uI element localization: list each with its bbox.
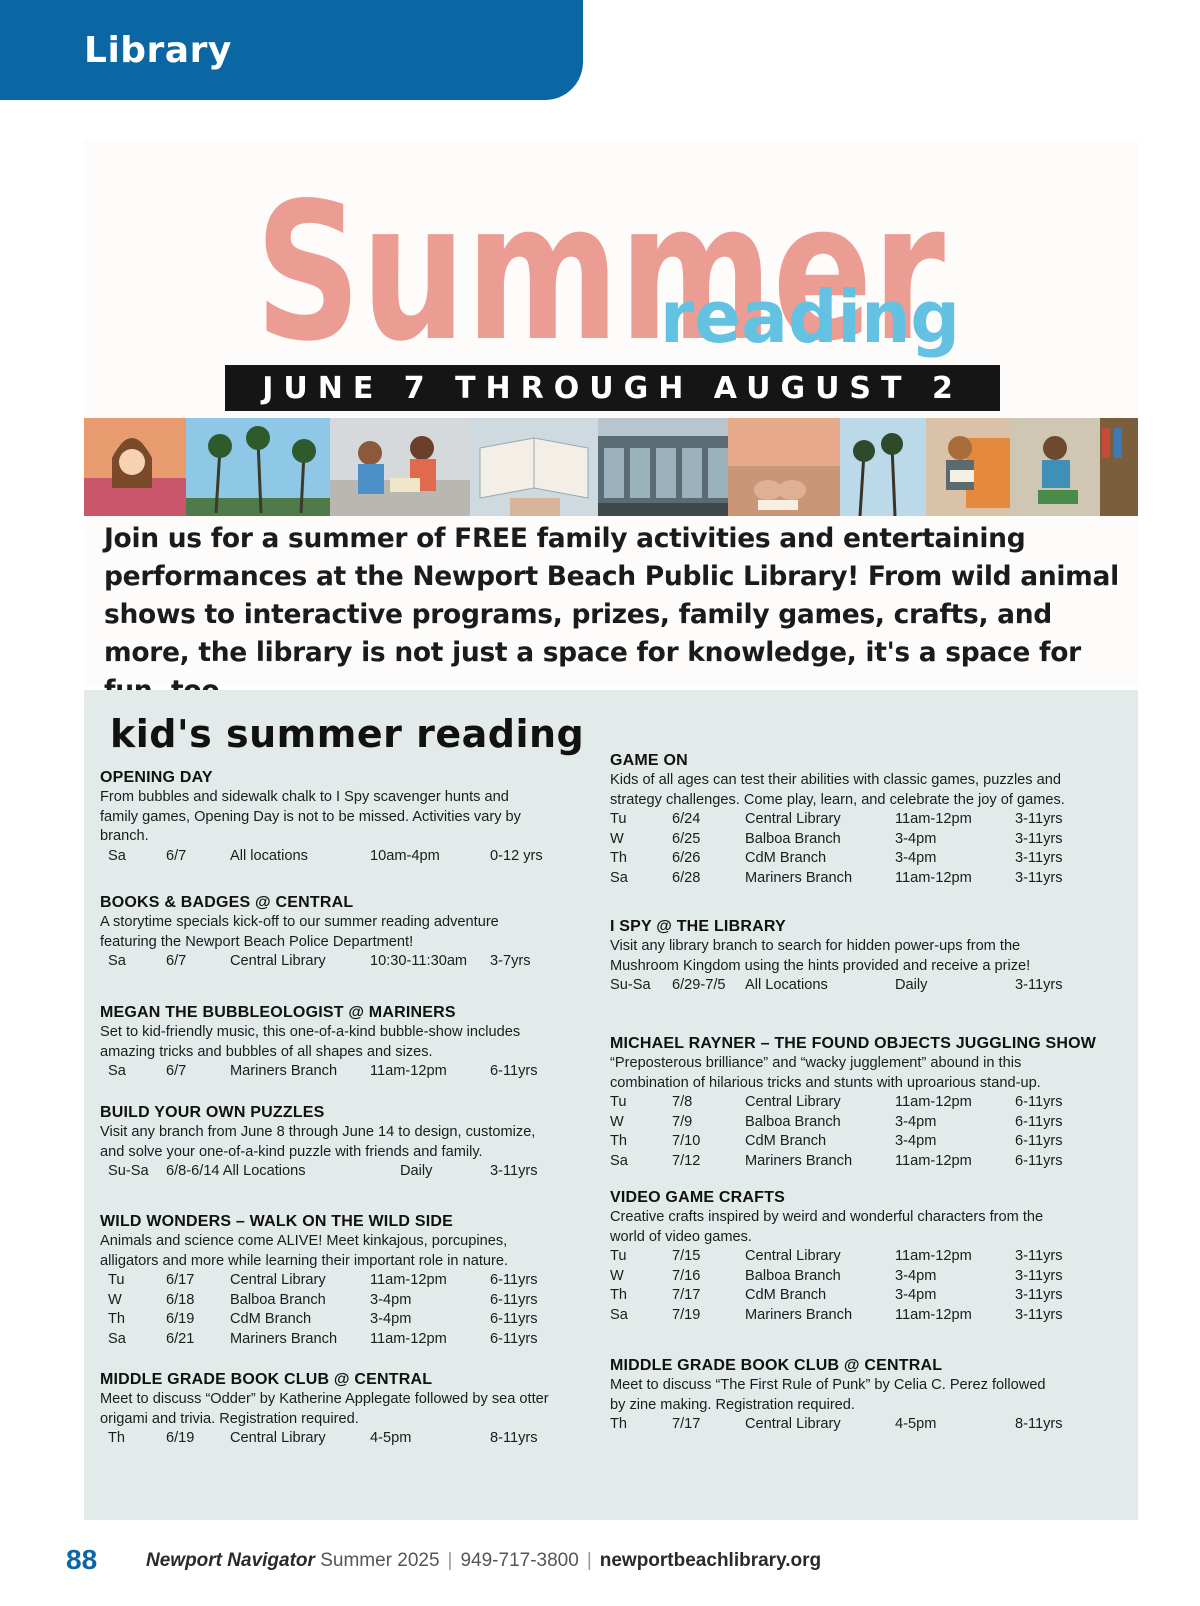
schedule-date: 7/12 xyxy=(672,1152,701,1169)
schedule-date: 6/26 xyxy=(672,850,701,866)
schedule-ages: 3-11yrs xyxy=(1015,869,1063,886)
schedule-ages: 6-11yrs xyxy=(490,1311,538,1327)
palm-trees-sunset-photo xyxy=(840,418,926,516)
event-title: I SPY @ THE LIBRARY xyxy=(610,918,786,935)
schedule-row xyxy=(610,849,1110,869)
schedule-row xyxy=(610,976,1110,996)
schedule-row xyxy=(100,1310,600,1330)
schedule-ages: 3-11yrs xyxy=(1015,1248,1063,1264)
schedule-date: 7/15 xyxy=(672,1248,701,1264)
schedule-ages: 6-11yrs xyxy=(1015,1113,1063,1130)
schedule-day: Sa xyxy=(108,1330,126,1347)
schedule-row xyxy=(100,847,600,867)
schedule-location: All Locations xyxy=(745,977,828,993)
schedule-row xyxy=(610,1152,1110,1172)
event-block xyxy=(100,1003,600,1082)
schedule-day: Tu xyxy=(610,1094,627,1110)
schedule-day: Sa xyxy=(610,1306,628,1323)
schedule-day: Sa xyxy=(108,953,126,969)
schedule-day: Th xyxy=(610,850,628,866)
schedule-date: 6/21 xyxy=(166,1330,195,1347)
event-block xyxy=(100,768,600,866)
date-range-banner: JUNE 7 THROUGH AUGUST 2 xyxy=(225,365,1000,411)
schedule-row xyxy=(100,1429,600,1449)
schedule-date: 7/17 xyxy=(672,1287,701,1303)
schedule-time: 4-5pm xyxy=(895,1416,937,1432)
schedule-day: Th xyxy=(610,1416,628,1432)
schedule-row xyxy=(100,1271,600,1291)
schedule-date: 6/7 xyxy=(166,953,187,969)
schedule-date: 7/10 xyxy=(672,1133,701,1149)
schedule-ages: 6-11yrs xyxy=(490,1272,538,1288)
schedule-row xyxy=(100,1330,600,1350)
schedule-ages: 6-11yrs xyxy=(1015,1133,1063,1149)
schedule-date: 7/16 xyxy=(672,1267,701,1284)
schedule-location: CdM Branch xyxy=(745,850,827,866)
schedule-day: Tu xyxy=(610,1248,627,1264)
schedule-time: 3-4pm xyxy=(370,1311,412,1327)
schedule-time: 11am-12pm xyxy=(370,1272,447,1288)
schedule-date: 6/7 xyxy=(166,847,187,864)
schedule-row xyxy=(610,1132,1110,1152)
event-description: A storytime specials kick-off to our summer reading adventure featuring the Newport Beach Police Department! xyxy=(100,914,499,950)
schedule-ages: 3-11yrs xyxy=(1015,850,1063,866)
schedule-time: 3-4pm xyxy=(895,1133,937,1149)
schedule-day: Th xyxy=(108,1311,126,1327)
schedule-date: 6/19 xyxy=(166,1311,195,1327)
schedule-ages: 8-11yrs xyxy=(1015,1416,1063,1432)
schedule-date: 7/8 xyxy=(672,1094,693,1110)
event-block xyxy=(100,1212,600,1349)
schedule-day: Sa xyxy=(610,1152,628,1169)
girl-sunset-photo xyxy=(84,418,186,516)
schedule-time: 11am-12pm xyxy=(370,1063,447,1079)
schedule-date: 6/8-6/14 All Locations xyxy=(166,1163,306,1179)
schedule-ages: 3-11yrs xyxy=(490,1163,538,1179)
schedule-time: 11am-12pm xyxy=(895,1248,972,1264)
schedule-date: 6/28 xyxy=(672,869,701,886)
schedule-ages: 8-11yrs xyxy=(490,1430,538,1446)
schedule-row xyxy=(610,1093,1110,1113)
schedule-location: Balboa Branch xyxy=(230,1291,326,1308)
schedule-day: Sa xyxy=(108,847,126,864)
schedule-time: 3-4pm xyxy=(895,1267,937,1284)
event-description: Visit any branch from June 8 through June 14 to design, customize, and solve your one-of-a-kind puzzle with friends and family. xyxy=(100,1124,536,1160)
schedule-row xyxy=(610,1306,1110,1326)
schedule-date: 7/17 xyxy=(672,1416,701,1432)
schedule-row xyxy=(610,830,1110,850)
schedule-location: Balboa Branch xyxy=(745,830,841,847)
event-block xyxy=(610,751,1110,888)
event-description: Animals and science come ALIVE! Meet kinkajous, porcupines, alligators and more while learning their important role in nature. xyxy=(100,1233,509,1269)
event-block xyxy=(100,893,600,972)
website-link[interactable]: newportbeachlibrary.org xyxy=(599,1550,822,1571)
headline-small: reading xyxy=(660,275,960,359)
schedule-time: 4-5pm xyxy=(370,1430,412,1446)
schedule-time: 11am-12pm xyxy=(895,869,972,886)
event-block xyxy=(610,917,1110,996)
schedule-location: Central Library xyxy=(230,953,326,969)
schedule-location: CdM Branch xyxy=(230,1311,312,1327)
boy-reading-photo xyxy=(1010,418,1138,516)
event-description: Meet to discuss “Odder” by Katherine Applegate followed by sea otter origami and trivia. Registration required. xyxy=(100,1391,549,1427)
palm-trees-photo xyxy=(186,418,330,516)
schedule-time: 3-4pm xyxy=(370,1291,412,1308)
schedule-time: Daily xyxy=(400,1163,433,1179)
girl-reading-photo xyxy=(926,418,1010,516)
event-description: “Preposterous brilliance” and “wacky jugglement” abound in this combination of hilarious tricks and stunts with uproarious stand-up. xyxy=(610,1055,1041,1091)
schedule-day: W xyxy=(610,1267,624,1284)
schedule-row xyxy=(610,810,1110,830)
event-block xyxy=(610,1356,1110,1435)
schedule-ages: 6-11yrs xyxy=(1015,1152,1063,1169)
phone: 949-717-3800 xyxy=(460,1550,579,1571)
schedule-time: 11am-12pm xyxy=(895,1094,972,1110)
event-description: Meet to discuss “The First Rule of Punk” by Celia C. Perez followed by zine making. Registration required. xyxy=(610,1377,1046,1413)
magazine-name: Newport Navigator xyxy=(146,1550,315,1571)
event-title: GAME ON xyxy=(610,752,688,769)
event-title: MEGAN THE BUBBLEOLOGIST @ MARINERS xyxy=(100,1004,456,1021)
beach-reader-photo xyxy=(728,418,840,516)
kids-reading-beach-photo xyxy=(330,418,470,516)
schedule-ages: 3-11yrs xyxy=(1015,1306,1063,1323)
schedule-day: Tu xyxy=(108,1272,125,1288)
schedule-ages: 6-11yrs xyxy=(490,1063,538,1079)
page-footer xyxy=(0,1544,1200,1584)
schedule-day: Th xyxy=(610,1287,628,1303)
schedule-location: All locations xyxy=(230,847,308,864)
schedule-row xyxy=(610,1247,1110,1267)
event-title: OPENING DAY xyxy=(100,769,213,786)
schedule-time: 11am-12pm xyxy=(370,1330,447,1347)
schedule-ages: 3-11yrs xyxy=(1015,977,1063,993)
schedule-ages: 6-11yrs xyxy=(490,1330,538,1347)
schedule-location: Mariners Branch xyxy=(230,1330,338,1347)
schedule-date: 6/17 xyxy=(166,1272,195,1288)
section-title: Library xyxy=(84,30,232,71)
schedule-location: Balboa Branch xyxy=(745,1267,841,1284)
schedule-row xyxy=(610,1267,1110,1287)
schedule-day: Tu xyxy=(610,811,627,827)
schedule-location: Central Library xyxy=(745,1094,841,1110)
schedule-time: 3-4pm xyxy=(895,850,937,866)
schedule-day: Sa xyxy=(610,869,628,886)
schedule-time: 10am-4pm xyxy=(370,847,440,864)
schedule-date: 7/19 xyxy=(672,1306,701,1323)
schedule-location: Mariners Branch xyxy=(745,1152,853,1169)
event-title: VIDEO GAME CRAFTS xyxy=(610,1189,785,1206)
event-description: Creative crafts inspired by weird and wonderful characters from the world of video games. xyxy=(610,1209,1044,1245)
schedule-day: Sa xyxy=(108,1063,126,1079)
schedule-location: Central Library xyxy=(230,1430,326,1446)
schedule-time: 11am-12pm xyxy=(895,811,972,827)
schedule-ages: 3-11yrs xyxy=(1015,1287,1063,1303)
schedule-row xyxy=(610,1113,1110,1133)
event-title: BOOKS & BADGES @ CENTRAL xyxy=(100,894,354,911)
schedule-ages: 6-11yrs xyxy=(490,1291,538,1308)
event-description: Set to kid-friendly music, this one-of-a-kind bubble-show includes amazing tricks and bubbles of all shapes and sizes. xyxy=(100,1024,521,1060)
event-title: WILD WONDERS – WALK ON THE WILD SIDE xyxy=(100,1213,453,1230)
intro-paragraph: Join us for a summer of FREE family activities and entertaining performances at the Newport Beach Public Library! From wild animal shows to interactive programs, prizes, family games, crafts, and more, the library is not just a space for knowledge, it's a space for xyxy=(104,523,1119,668)
event-title: BUILD YOUR OWN PUZZLES xyxy=(100,1104,325,1121)
schedule-day: W xyxy=(610,830,624,847)
event-title: MIDDLE GRADE BOOK CLUB @ CENTRAL xyxy=(610,1357,943,1374)
schedule-date: 6/7 xyxy=(166,1063,187,1079)
schedule-ages: 3-11yrs xyxy=(1015,1267,1063,1284)
schedule-location: Mariners Branch xyxy=(230,1063,338,1079)
event-title: MICHAEL RAYNER – THE FOUND OBJECTS JUGGLING SHOW xyxy=(610,1035,1097,1052)
schedule-location: Mariners Branch xyxy=(745,869,853,886)
schedule-day: Th xyxy=(610,1133,628,1149)
photo-strip xyxy=(84,418,1138,516)
schedule-time: 3-4pm xyxy=(895,1287,937,1303)
summer-reading-logo xyxy=(250,160,1020,360)
schedule-date: 6/29-7/5 xyxy=(672,977,726,993)
schedule-day: W xyxy=(108,1291,122,1308)
schedule-ages: 6-11yrs xyxy=(1015,1094,1063,1110)
event-description: Kids of all ages can test their abilities with classic games, puzzles and strategy challenges. Come play, learn, and celebrate the joy of games. xyxy=(610,772,1065,808)
schedule-row xyxy=(100,1162,600,1182)
event-description: From bubbles and sidewalk chalk to I Spy scavenger hunts and family games, Opening Day is not to be missed. Activities vary by branch. xyxy=(100,789,521,844)
schedule-row xyxy=(610,1415,1110,1435)
schedule-location: Central Library xyxy=(230,1272,326,1288)
schedule-row xyxy=(100,1062,600,1082)
schedule-time: 3-4pm xyxy=(895,830,937,847)
event-block xyxy=(610,1188,1110,1325)
schedule-date: 7/9 xyxy=(672,1113,693,1130)
schedule-day: W xyxy=(610,1113,624,1130)
schedule-time: 3-4pm xyxy=(895,1113,937,1130)
page-number: 88 xyxy=(66,1544,98,1575)
event-block xyxy=(100,1103,600,1182)
schedule-time: Daily xyxy=(895,977,928,993)
schedule-day: Th xyxy=(108,1430,126,1446)
headline-big: Summer xyxy=(255,162,946,360)
schedule-time: 10:30-11:30am xyxy=(370,953,468,969)
schedule-location: CdM Branch xyxy=(745,1133,827,1149)
section-tab xyxy=(0,0,583,100)
schedule-row xyxy=(610,869,1110,889)
schedule-date: 6/19 xyxy=(166,1430,195,1446)
kids-summer-reading-title: kid's summer reading xyxy=(110,712,585,756)
schedule-day: Su-Sa xyxy=(610,977,651,993)
schedule-location: Central Library xyxy=(745,1416,841,1432)
event-description: Visit any library branch to search for hidden power-ups from the Mushroom Kingdom using the hints provided and receive a prize! xyxy=(610,938,1031,974)
schedule-date: 6/24 xyxy=(672,811,701,827)
schedule-location: Mariners Branch xyxy=(745,1306,853,1323)
schedule-day: Su-Sa xyxy=(108,1163,149,1179)
schedule-location: CdM Branch xyxy=(745,1287,827,1303)
event-block xyxy=(610,1034,1110,1171)
schedule-ages: 3-11yrs xyxy=(1015,811,1063,827)
footer-text: Newport Navigator Summer 2025 | 949-717-3800 | newportbeachlibrary.org xyxy=(146,1550,822,1571)
schedule-date: 6/18 xyxy=(166,1291,195,1308)
schedule-row xyxy=(100,952,600,972)
schedule-location: Central Library xyxy=(745,1248,841,1264)
library-building-photo xyxy=(598,418,728,516)
event-block xyxy=(100,1370,600,1449)
schedule-row xyxy=(610,1286,1110,1306)
issue: Summer 2025 xyxy=(320,1550,440,1571)
open-book-photo xyxy=(470,418,598,516)
schedule-location: Balboa Branch xyxy=(745,1113,841,1130)
schedule-ages: 0-12 yrs xyxy=(490,847,543,864)
schedule-location: Central Library xyxy=(745,811,841,827)
schedule-time: 11am-12pm xyxy=(895,1306,972,1323)
schedule-ages: 3-11yrs xyxy=(1015,830,1063,847)
event-title: MIDDLE GRADE BOOK CLUB @ CENTRAL xyxy=(100,1371,433,1388)
schedule-row xyxy=(100,1291,600,1311)
schedule-ages: 3-7yrs xyxy=(490,953,531,969)
schedule-time: 11am-12pm xyxy=(895,1152,972,1169)
schedule-date: 6/25 xyxy=(672,830,701,847)
